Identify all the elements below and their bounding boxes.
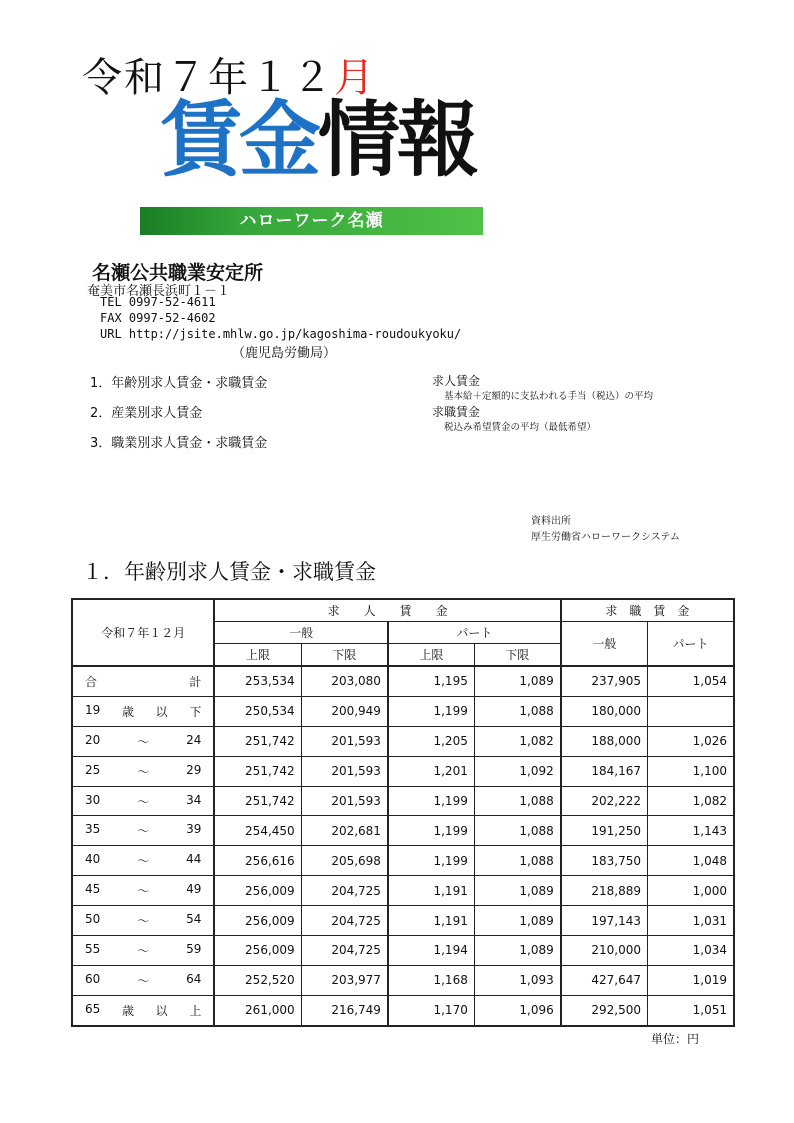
toc-item-industry: 2．産業別求人賃金 <box>90 406 203 421</box>
subheader-offer-part: パート <box>388 622 561 644</box>
cell-gen-upper: 251,742 <box>214 726 301 756</box>
subheader-seek-general: 一般 <box>561 622 648 667</box>
row-label-part: 45 <box>85 882 101 897</box>
row-label <box>72 756 214 786</box>
cell-gen-lower: 203,977 <box>301 965 388 995</box>
group-header-seek: 求 職 賃 金 <box>561 599 734 622</box>
section-title: １．年齢別求人賃金・求職賃金 <box>82 560 376 584</box>
row-label-part: ～ <box>137 734 150 749</box>
row-label-part: 59 <box>186 941 202 956</box>
cell-seek-part: 1,000 <box>648 876 734 906</box>
row-label-part: 54 <box>186 912 202 927</box>
definition-offer-term: 求人賃金 <box>432 374 481 388</box>
cell-gen-upper: 253,534 <box>214 666 301 696</box>
row-label-part: 65 <box>85 1001 101 1016</box>
row-label-part: 以 <box>155 704 168 719</box>
cell-part-upper: 1,199 <box>388 696 474 726</box>
row-label-part: 55 <box>85 941 101 956</box>
cell-seek-part <box>648 696 734 726</box>
cell-part-upper: 1,199 <box>388 846 474 876</box>
row-label <box>72 816 214 846</box>
main-title <box>160 93 477 188</box>
row-label <box>72 726 214 756</box>
row-label-part: ～ <box>137 914 150 929</box>
cell-seek-general: 237,905 <box>561 666 648 696</box>
cell-gen-upper: 252,520 <box>214 965 301 995</box>
office-address: 奄美市名瀬長浜町１－１ <box>87 284 231 299</box>
toc-item-occupation: 3．職業別求人賃金・求職賃金 <box>90 436 268 451</box>
cell-seek-general: 292,500 <box>561 995 648 1025</box>
cell-seek-part: 1,082 <box>648 786 734 816</box>
cell-part-lower: 1,089 <box>474 906 560 936</box>
cell-part-upper: 1,205 <box>388 726 474 756</box>
cell-part-upper: 1,195 <box>388 666 474 696</box>
row-label-part: 下 <box>189 704 202 719</box>
col-general-lower: 下限 <box>301 644 388 667</box>
row-label <box>72 846 214 876</box>
table-row <box>72 726 734 756</box>
row-label <box>72 666 214 696</box>
office-tel: TEL 0997-52-4611 <box>100 295 216 309</box>
cell-gen-lower: 204,725 <box>301 936 388 966</box>
cell-seek-part: 1,051 <box>648 995 734 1025</box>
cell-part-upper: 1,199 <box>388 786 474 816</box>
cell-part-lower: 1,088 <box>474 816 560 846</box>
definition-offer-desc: 基本給＋定額的に支払われる手当（税込）の平均 <box>444 391 654 402</box>
row-label <box>72 936 214 966</box>
cell-gen-upper: 256,616 <box>214 846 301 876</box>
col-part-upper: 上限 <box>388 644 474 667</box>
main-title-info: 情報 <box>318 93 477 188</box>
cell-seek-general: 191,250 <box>561 816 648 846</box>
row-label-part: 34 <box>186 792 202 807</box>
table-row <box>72 995 734 1025</box>
row-label-part: 29 <box>186 762 202 777</box>
cell-part-lower: 1,092 <box>474 756 560 786</box>
row-label-part: ～ <box>137 794 150 809</box>
cell-gen-lower: 204,725 <box>301 876 388 906</box>
cell-seek-general: 427,647 <box>561 965 648 995</box>
cell-gen-upper: 256,009 <box>214 936 301 966</box>
cell-gen-lower: 203,080 <box>301 666 388 696</box>
row-label-part: 40 <box>85 852 101 867</box>
cell-gen-upper: 256,009 <box>214 876 301 906</box>
cell-part-lower: 1,088 <box>474 846 560 876</box>
row-label-part: 以 <box>155 1003 168 1018</box>
col-part-lower: 下限 <box>474 644 560 667</box>
row-label-part: 19 <box>85 702 101 717</box>
cell-gen-upper: 254,450 <box>214 816 301 846</box>
row-label-part: 上 <box>189 1003 202 1018</box>
cell-part-upper: 1,199 <box>388 816 474 846</box>
row-label-part: 20 <box>85 732 101 747</box>
office-fax: FAX 0997-52-4602 <box>100 311 216 325</box>
cell-seek-general: 184,167 <box>561 756 648 786</box>
era-month-prefix: 令和７年１２ <box>82 55 334 101</box>
cell-part-upper: 1,168 <box>388 965 474 995</box>
cell-gen-lower: 200,949 <box>301 696 388 726</box>
row-label-part: ～ <box>137 943 150 958</box>
cell-seek-general: 202,222 <box>561 786 648 816</box>
table-row <box>72 756 734 786</box>
row-label <box>72 786 214 816</box>
row-label-part: 49 <box>186 882 202 897</box>
table-row <box>72 786 734 816</box>
cell-seek-part: 1,143 <box>648 816 734 846</box>
table-row <box>72 666 734 696</box>
definition-seek-term: 求職賃金 <box>432 405 481 419</box>
table-row <box>72 876 734 906</box>
cell-gen-upper: 251,742 <box>214 756 301 786</box>
table-row <box>72 696 734 726</box>
unit-label: 単位：円 <box>651 1032 700 1046</box>
row-label-part: 44 <box>186 852 202 867</box>
cell-part-upper: 1,201 <box>388 756 474 786</box>
row-label-part: 39 <box>186 822 202 837</box>
row-label-part: 60 <box>85 971 101 986</box>
toc-item-age: 1．年齢別求人賃金・求職賃金 <box>90 376 268 391</box>
cell-gen-upper: 261,000 <box>214 995 301 1025</box>
cell-gen-lower: 201,593 <box>301 756 388 786</box>
office-url: URL http://jsite.mhlw.go.jp/kagoshima-roudoukyoku/ <box>100 327 462 341</box>
cell-seek-part: 1,054 <box>648 666 734 696</box>
age-wage-table <box>71 598 735 1027</box>
cell-gen-lower: 204,725 <box>301 906 388 936</box>
row-label-part: ～ <box>137 884 150 899</box>
row-label <box>72 965 214 995</box>
table-row <box>72 936 734 966</box>
era-month-suffix: 月 <box>334 55 376 101</box>
main-title-wage: 賃金 <box>160 93 319 188</box>
row-label-part: 歳 <box>121 704 134 719</box>
cell-part-upper: 1,191 <box>388 906 474 936</box>
cell-part-lower: 1,088 <box>474 786 560 816</box>
cell-seek-general: 183,750 <box>561 846 648 876</box>
cell-seek-part: 1,034 <box>648 936 734 966</box>
cell-gen-lower: 201,593 <box>301 726 388 756</box>
table-row <box>72 816 734 846</box>
cell-part-lower: 1,093 <box>474 965 560 995</box>
subheader-seek-part: パート <box>648 622 734 667</box>
table-row <box>72 846 734 876</box>
table-corner-label: 令和７年１２月 <box>72 599 214 666</box>
cell-seek-part: 1,026 <box>648 726 734 756</box>
source-label: 資料出所 <box>531 516 571 527</box>
cell-part-lower: 1,089 <box>474 936 560 966</box>
cell-part-lower: 1,089 <box>474 876 560 906</box>
row-label-part: 64 <box>186 971 202 986</box>
cell-part-lower: 1,082 <box>474 726 560 756</box>
group-header-offer: 求 人 賃 金 <box>214 599 560 622</box>
row-label-part: 合 <box>85 674 98 689</box>
row-label <box>72 995 214 1025</box>
cell-part-lower: 1,096 <box>474 995 560 1025</box>
table-body <box>72 666 734 1026</box>
office-banner: ハローワーク名瀬 <box>140 207 483 235</box>
row-label <box>72 876 214 906</box>
row-label <box>72 696 214 726</box>
row-label-part: 計 <box>189 674 202 689</box>
labour-bureau: （鹿児島労働局） <box>232 346 337 361</box>
cell-gen-upper: 250,534 <box>214 696 301 726</box>
definition-seek-desc: 税込み希望賃金の平均（最低希望） <box>444 422 597 433</box>
cell-gen-lower: 202,681 <box>301 816 388 846</box>
row-label-part: 24 <box>186 732 202 747</box>
table-row <box>72 965 734 995</box>
cell-seek-part: 1,048 <box>648 846 734 876</box>
cell-gen-lower: 201,593 <box>301 786 388 816</box>
cell-part-lower: 1,088 <box>474 696 560 726</box>
office-name: 名瀬公共職業安定所 <box>92 262 264 284</box>
cell-gen-lower: 205,698 <box>301 846 388 876</box>
cell-seek-part: 1,100 <box>648 756 734 786</box>
subheader-offer-general: 一般 <box>214 622 388 644</box>
row-label-part: 歳 <box>121 1003 134 1018</box>
cell-seek-general: 188,000 <box>561 726 648 756</box>
cell-seek-general: 197,143 <box>561 906 648 936</box>
row-label-part: ～ <box>137 973 150 988</box>
cell-gen-lower: 216,749 <box>301 995 388 1025</box>
source-value: 厚生労働省ハローワークシステム <box>531 532 680 543</box>
row-label-part: 35 <box>85 822 101 837</box>
cell-part-lower: 1,089 <box>474 666 560 696</box>
cell-seek-general: 218,889 <box>561 876 648 906</box>
cell-part-upper: 1,194 <box>388 936 474 966</box>
cell-gen-upper: 256,009 <box>214 906 301 936</box>
row-label-part: ～ <box>137 854 150 869</box>
cell-seek-part: 1,019 <box>648 965 734 995</box>
table-row <box>72 906 734 936</box>
cell-part-upper: 1,170 <box>388 995 474 1025</box>
row-label-part: 30 <box>85 792 101 807</box>
cell-seek-part: 1,031 <box>648 906 734 936</box>
col-general-upper: 上限 <box>214 644 301 667</box>
cell-seek-general: 180,000 <box>561 696 648 726</box>
cell-part-upper: 1,191 <box>388 876 474 906</box>
row-label-part: 50 <box>85 912 101 927</box>
cell-seek-general: 210,000 <box>561 936 648 966</box>
row-label <box>72 906 214 936</box>
row-label-part: ～ <box>137 824 150 839</box>
cell-gen-upper: 251,742 <box>214 786 301 816</box>
row-label-part: ～ <box>137 764 150 779</box>
row-label-part: 25 <box>85 762 101 777</box>
